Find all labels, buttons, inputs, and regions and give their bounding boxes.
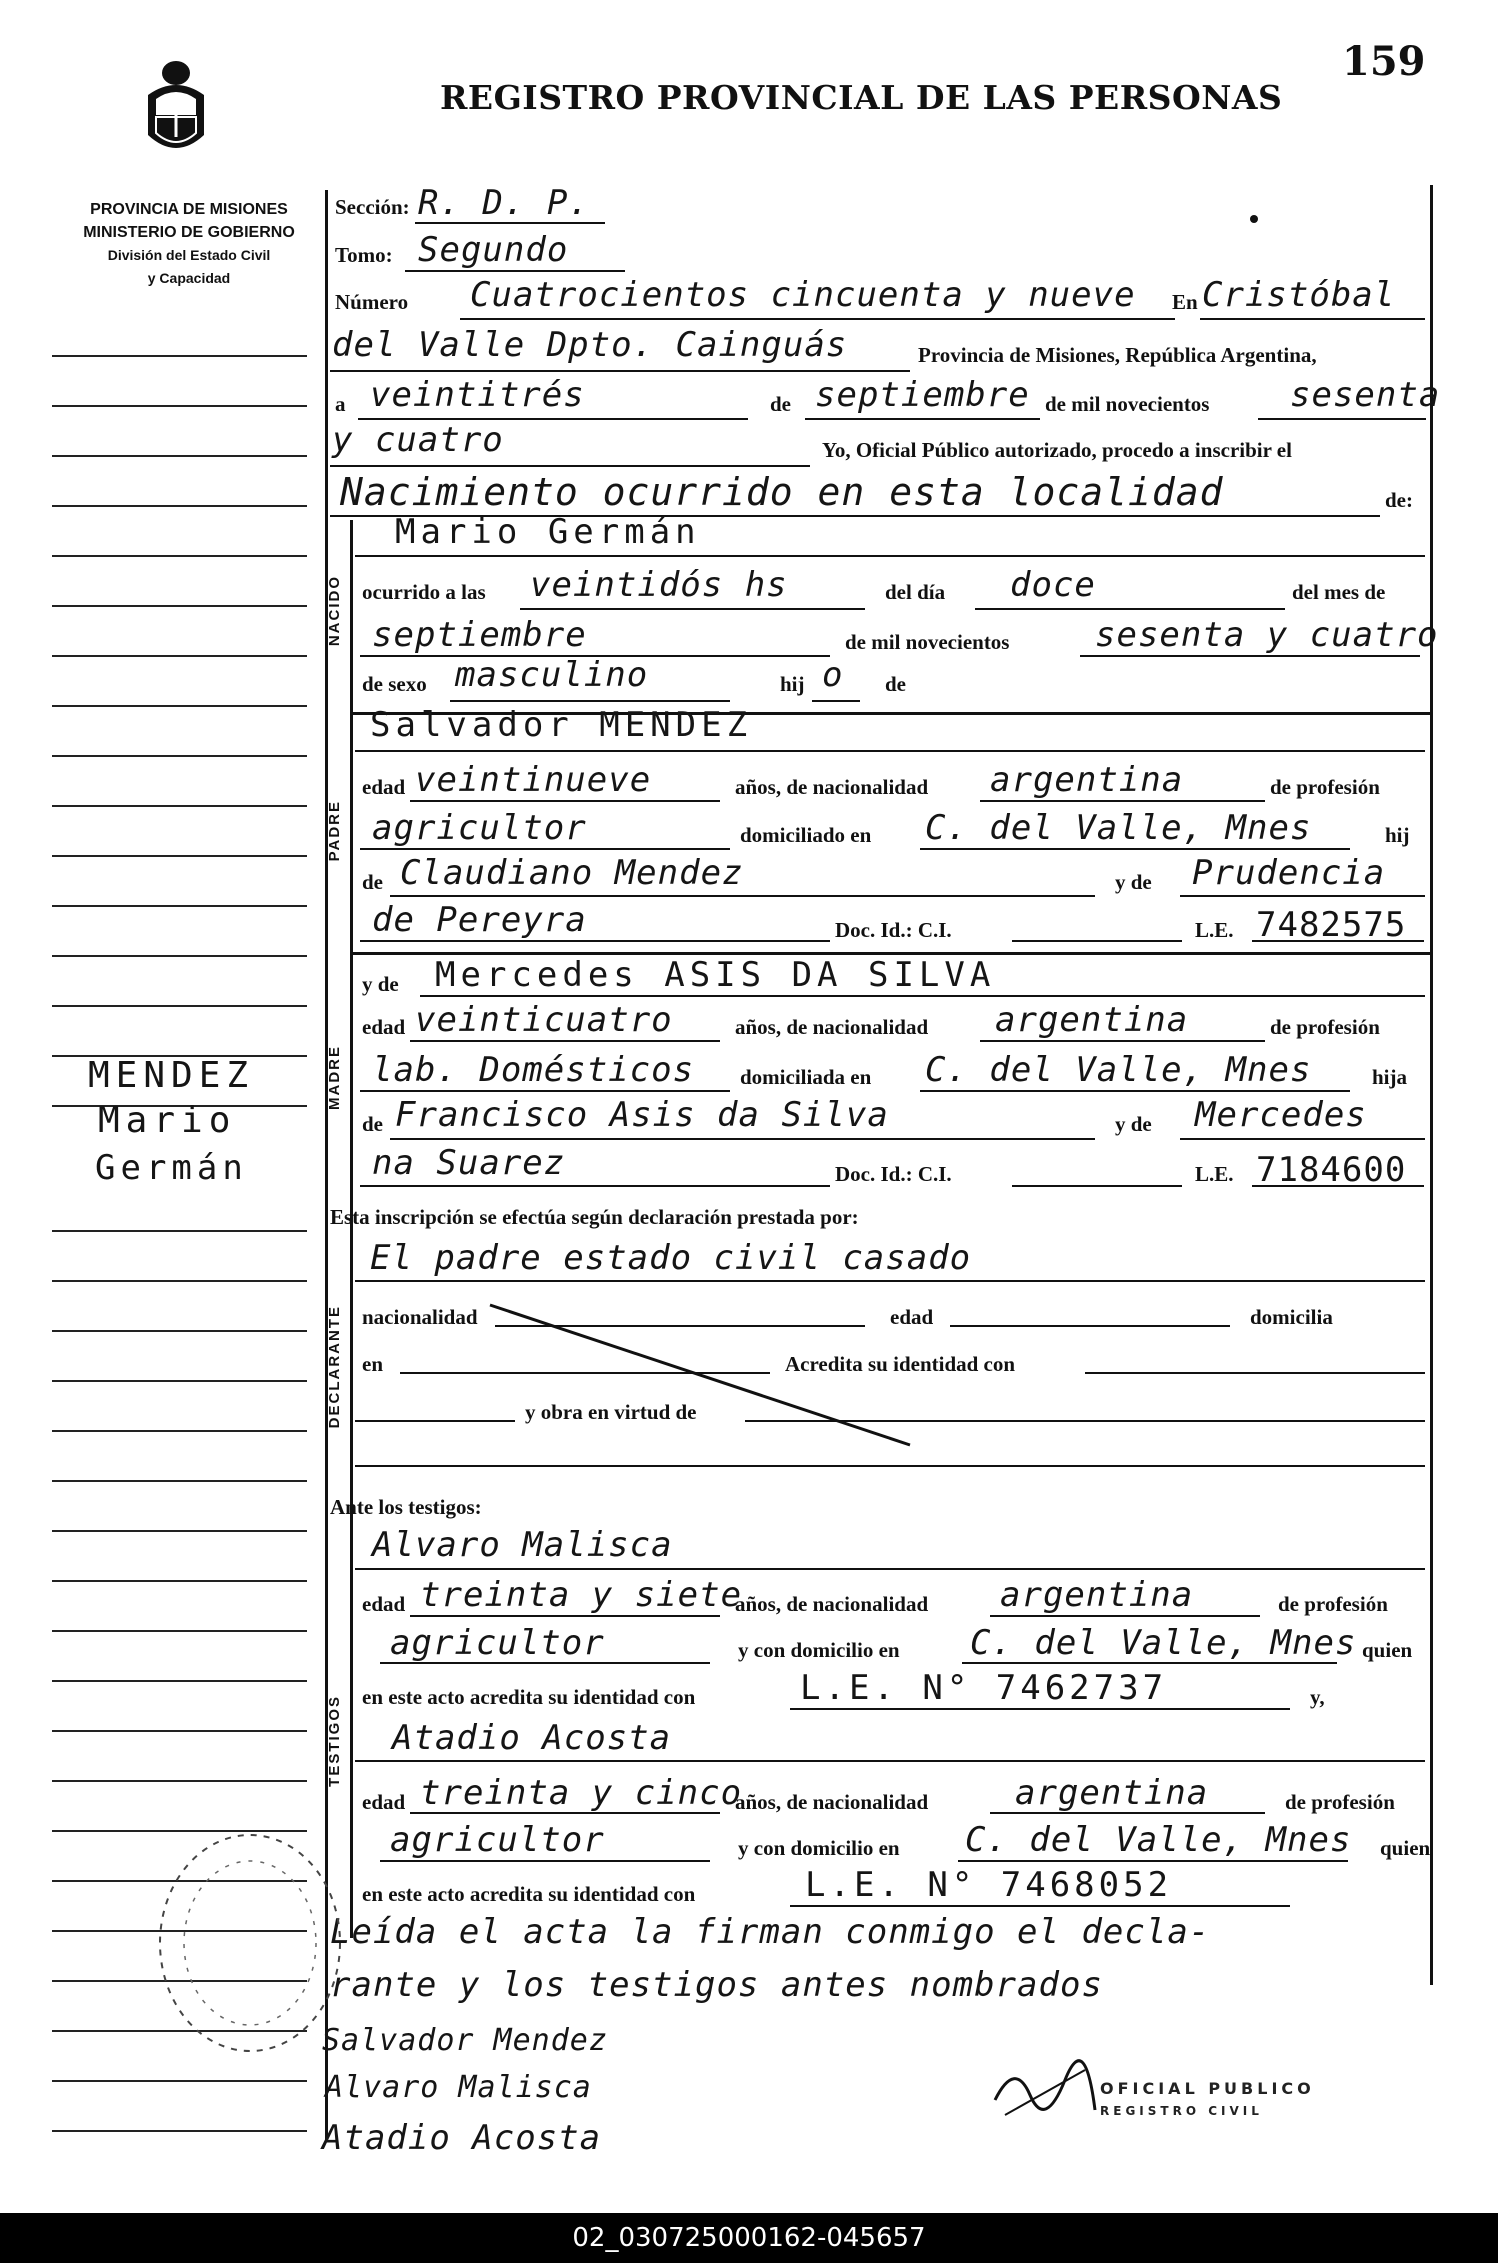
value-t2-edad: treinta y cinco: [420, 1773, 743, 1813]
section-nacido: NACIDO: [326, 575, 343, 647]
issuer-block: [55, 198, 323, 290]
label-declaracion: Esta inscripción se efectúa según declaración prestada por:: [330, 1205, 859, 1229]
official-stamp-text: [1100, 2078, 1315, 2122]
value-t2-prof: agricultor: [390, 1820, 605, 1860]
value-numero: Cuatrocientos cincuenta y nueve: [470, 275, 1136, 315]
label-prof-t2: de profesión: [1285, 1790, 1395, 1814]
label-edad-padre: edad: [362, 775, 406, 799]
issuer-capacity: y Capacidad: [147, 270, 231, 286]
label-edad-t1: edad: [362, 1592, 406, 1616]
label-nac-madre: años, de nacionalidad: [735, 1015, 929, 1039]
main-right-border: [1430, 185, 1433, 1985]
label-de-mil: de mil novecientos: [1045, 392, 1210, 416]
label-a: a: [335, 392, 346, 416]
label-acredita-decl: Acredita su identidad con: [785, 1352, 1016, 1376]
value-sexo: masculino: [455, 655, 649, 695]
value-anio2: y cuatro: [332, 420, 504, 460]
label-nacionalidad-decl: nacionalidad: [362, 1305, 478, 1329]
value-hijo-suffix: o: [822, 655, 844, 695]
label-tomo: Tomo:: [335, 243, 393, 267]
label-dom-t2: y con domicilio en: [738, 1836, 900, 1860]
value-tomo: Segundo: [418, 230, 569, 270]
label-doc-padre: Doc. Id.: C.I.: [835, 918, 952, 942]
label-dom-t1: y con domicilio en: [738, 1638, 900, 1662]
label-dom-madre: domiciliada en: [740, 1065, 872, 1089]
label-en-decl: en: [362, 1352, 383, 1376]
issuer-ministry: MINISTERIO DE GOBIERNO: [83, 224, 295, 241]
margin-note-surname: MENDEZ: [88, 1055, 255, 1096]
value-seccion: R. D. P.: [418, 183, 590, 223]
label-quien-t1: quien: [1362, 1638, 1413, 1662]
value-mes-nac: septiembre: [372, 615, 587, 655]
value-testigo1: Alvaro Malisca: [372, 1525, 673, 1565]
value-t1-edad: treinta y siete: [420, 1575, 743, 1615]
label-y-de-madre2: y de: [1115, 1112, 1152, 1136]
label-domicilia-decl: domicilia: [1250, 1305, 1333, 1329]
value-padre-prof: agricultor: [372, 808, 587, 848]
label-edad-decl: edad: [890, 1305, 934, 1329]
value-dia: veintitrés: [370, 375, 585, 415]
label-provincia: Provincia de Misiones, República Argentina,: [918, 343, 1317, 367]
label-prof-t1: de profesión: [1278, 1592, 1388, 1616]
document-title: REGISTRO PROVINCIAL DE LAS PERSONAS: [440, 78, 1283, 117]
label-dom-padre: domiciliado en: [740, 823, 872, 847]
value-anio-nac: sesenta y cuatro: [1095, 615, 1439, 655]
label-numero: Número: [335, 290, 409, 314]
value-testigo2: Atadio Acosta: [392, 1718, 672, 1758]
label-hija-madre: hija: [1372, 1065, 1408, 1089]
value-t2-dom: C. del Valle, Mnes: [965, 1820, 1352, 1860]
label-acredita-t1: en este acto acredita su identidad con: [362, 1685, 696, 1709]
signature-witness1: Alvaro Malisca: [325, 2070, 592, 2105]
section-madre: MADRE: [326, 1045, 343, 1110]
value-mes: septiembre: [815, 375, 1030, 415]
value-madre-y-de2: na Suarez: [372, 1143, 566, 1183]
value-padre-nac: argentina: [990, 760, 1184, 800]
section-padre: PADRE: [326, 800, 343, 862]
value-madre-hija-de: Francisco Asis da Silva: [395, 1095, 889, 1135]
closing-line-1: Leída el acta la firman conmigo el decla-: [330, 1912, 1211, 1952]
closing-line-2: rante y los testigos antes nombrados: [330, 1965, 1103, 2005]
label-y-de-madre: y de: [362, 972, 399, 996]
value-madre-nac: argentina: [995, 1000, 1189, 1040]
value-padre: Salvador MENDEZ: [370, 705, 753, 745]
page-number: 159: [1342, 38, 1426, 85]
label-yo: Yo, Oficial Público autorizado, procedo a inscribir el: [822, 438, 1292, 462]
value-padre-hijo-de: Claudiano Mendez: [400, 853, 744, 893]
label-prof-padre: de profesión: [1270, 775, 1380, 799]
label-de-padre: de: [362, 870, 383, 894]
value-nombre: Mario Germán: [395, 512, 701, 552]
value-dia-nac: doce: [1010, 565, 1096, 605]
label-de-mes: de: [770, 392, 791, 416]
label-de-hijo: de: [885, 672, 906, 696]
value-anio1: sesenta: [1290, 375, 1441, 415]
label-y-t1: y,: [1310, 1685, 1325, 1709]
label-edad-madre: edad: [362, 1015, 406, 1039]
label-de-mil-nac: de mil novecientos: [845, 630, 1010, 654]
stamp-line-2: REGISTRO CIVIL: [1100, 2104, 1263, 2118]
label-quien-t2: quien: [1380, 1836, 1431, 1860]
value-padre-y-de: Prudencia: [1192, 853, 1386, 893]
signature-father: Salvador Mendez: [322, 2023, 608, 2058]
label-del-dia: del día: [885, 580, 946, 604]
value-madre-edad: veinticuatro: [415, 1000, 673, 1040]
label-nac-t1: años, de nacionalidad: [735, 1592, 929, 1616]
value-lugar2: del Valle Dpto. Cainguás: [332, 325, 848, 365]
coat-of-arms-icon: [140, 55, 212, 165]
file-id-bar: [0, 2213, 1498, 2263]
label-seccion: Sección:: [335, 195, 410, 219]
value-t2-id: L.E. N° 7468052: [805, 1865, 1173, 1905]
official-signature-icon: [985, 2040, 1105, 2130]
label-del-mes: del mes de: [1292, 580, 1386, 604]
label-nac-padre: años, de nacionalidad: [735, 775, 929, 799]
value-t1-prof: agricultor: [390, 1623, 605, 1663]
label-de-acto: de:: [1385, 488, 1413, 512]
label-acredita-t2: en este acto acredita su identidad con: [362, 1882, 696, 1906]
label-obra-decl: y obra en virtud de: [525, 1400, 697, 1424]
ink-dot: [1250, 215, 1258, 223]
value-lugar: Cristóbal: [1202, 275, 1396, 315]
value-madre-prof: lab. Domésticos: [372, 1050, 695, 1090]
value-declarante: El padre estado civil casado: [370, 1238, 972, 1278]
margin-note-name2: Germán: [95, 1148, 248, 1188]
section-declarante: DECLARANTE: [326, 1305, 343, 1429]
cancel-stroke: [480, 1295, 920, 1455]
value-madre: Mercedes ASIS DA SILVA: [435, 955, 996, 995]
label-nac-t2: años, de nacionalidad: [735, 1790, 929, 1814]
label-en: En: [1172, 290, 1198, 314]
stamp-line-1: OFICIAL PUBLICO: [1100, 2079, 1315, 2098]
label-de-madre: de: [362, 1112, 383, 1136]
value-padre-edad: veintinueve: [415, 760, 652, 800]
value-padre-dom: C. del Valle, Mnes: [925, 808, 1312, 848]
value-hora: veintidós hs: [530, 565, 788, 605]
value-t1-nac: argentina: [1000, 1575, 1194, 1615]
value-madre-le: 7184600: [1256, 1150, 1407, 1190]
signature-witness2: Atadio Acosta: [322, 2118, 602, 2158]
value-t1-id: L.E. N° 7462737: [800, 1668, 1168, 1708]
label-ante-testigos: Ante los testigos:: [330, 1495, 482, 1519]
label-ocurrido: ocurrido a las: [362, 580, 486, 604]
value-madre-y-de: Mercedes: [1195, 1095, 1367, 1135]
file-id: 02_030725000162-045657: [572, 2223, 926, 2253]
label-y-de-padre: y de: [1115, 870, 1152, 894]
label-le-padre: L.E.: [1195, 918, 1234, 942]
value-padre-le: 7482575: [1256, 905, 1407, 945]
value-acto: Nacimiento ocurrido en esta localidad: [340, 470, 1224, 514]
label-doc-madre: Doc. Id.: C.I.: [835, 1162, 952, 1186]
value-padre-y-de2: de Pereyra: [372, 900, 587, 940]
section-testigos: TESTIGOS: [326, 1695, 343, 1787]
margin-note-name1: Mario: [98, 1100, 237, 1141]
label-le-madre: L.E.: [1195, 1162, 1234, 1186]
label-prof-madre: de profesión: [1270, 1015, 1380, 1039]
value-t2-nac: argentina: [1015, 1773, 1209, 1813]
issuer-province: PROVINCIA DE MISIONES: [90, 201, 288, 218]
issuer-division: División del Estado Civil: [107, 247, 271, 263]
value-madre-dom: C. del Valle, Mnes: [925, 1050, 1312, 1090]
label-hijo: hij: [780, 672, 805, 696]
value-t1-dom: C. del Valle, Mnes: [970, 1623, 1357, 1663]
label-edad-t2: edad: [362, 1790, 406, 1814]
label-sexo: de sexo: [362, 672, 427, 696]
official-stamp-icon: [150, 1825, 350, 2060]
label-hijo-padre: hij: [1385, 823, 1410, 847]
